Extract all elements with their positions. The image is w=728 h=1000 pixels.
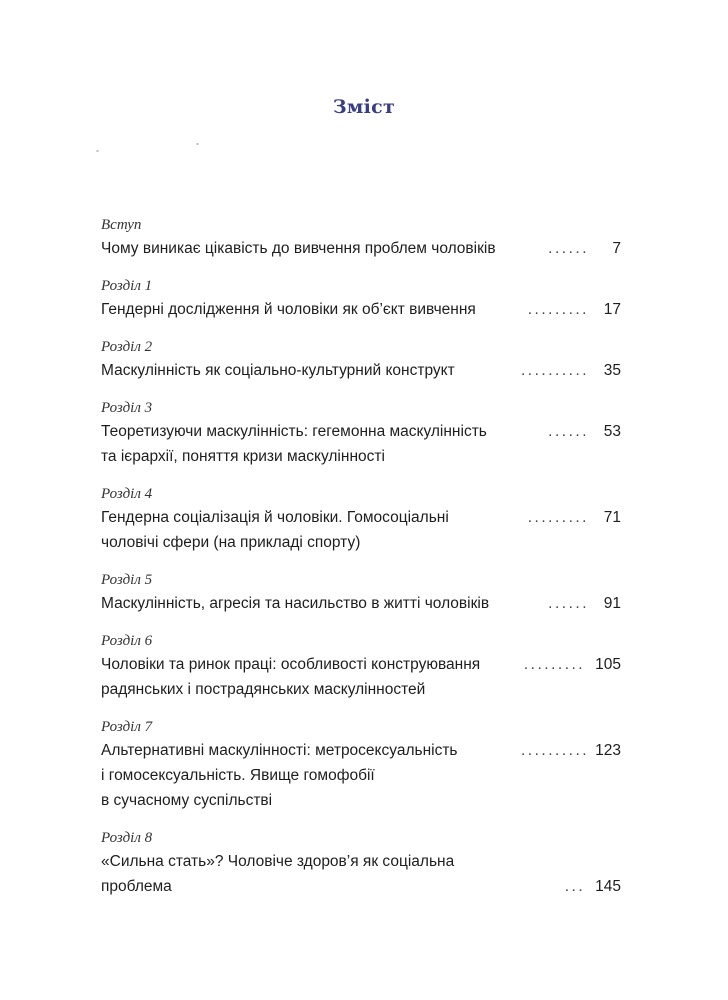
toc-leader-dots: ... [564,878,586,895]
toc-page-number: 17 [603,301,621,318]
toc-leader-dots: ......... [527,509,589,526]
toc-title-line: і гомосексуальність. Явище гомофобії [101,767,375,784]
toc-title-line: та ієрархії, поняття кризи маскулінності [101,448,385,465]
toc-page-number: 35 [603,362,621,379]
toc-entry [101,569,621,616]
toc-page-number: 7 [612,240,621,257]
toc-chapter-title [101,358,521,383]
toc-chapter-title [101,591,521,616]
toc-leader-dots: ...... [548,240,589,257]
toc-entry [101,716,621,813]
toc-row [101,297,621,322]
toc-title-line: Альтернативні маскулінності: метросексуальність [101,742,458,759]
toc-chapter-title [101,297,521,322]
paper-speck [196,143,199,145]
toc-chapter-title [101,849,521,899]
toc-section-label: Розділ 5 [101,572,153,588]
toc-chapter-title [101,505,521,555]
toc-row [101,849,621,899]
toc-title-line: радянських і пострадянських маскулінностей [101,681,426,698]
toc-title-line: Чому виникає цікавість до вивчення проблем чоловіків [101,240,496,257]
toc-row [101,505,621,555]
page-title: Зміст [332,96,396,118]
toc-entry [101,275,621,322]
toc-title-line: Теоретизуючи маскулінність: гегемонна маскулінність [101,423,487,440]
toc-title-line: в сучасному суспільстві [101,792,273,809]
toc-entry [101,397,621,469]
toc-leader-dots: .......... [521,742,590,759]
toc-page-number: 123 [595,742,621,759]
toc-section-label: Розділ 6 [101,633,153,649]
paper-speck [96,150,99,152]
toc-row [101,358,621,383]
toc-page-number: 91 [603,595,621,612]
toc-leader-dots: ...... [548,423,589,440]
toc-title-line: Маскулінність, агресія та насильство в житті чоловіків [101,595,490,612]
toc-section-label: Розділ 4 [101,486,153,502]
toc-title-line: «Сильна стать»? Чоловіче здоров’я як соціальна проблема [101,853,455,895]
toc-section-label: Розділ 7 [101,719,153,735]
toc-entry [101,827,621,899]
toc-chapter-title [101,236,521,261]
toc-title-line: Маскулінність як соціально-культурний конструкт [101,362,455,379]
toc-leader-dots: .......... [521,362,590,379]
toc-section-label: Розділ 2 [101,339,153,355]
toc-page-number: 53 [603,423,621,440]
toc-leader-dots: ......... [527,301,589,318]
toc-row [101,419,621,469]
toc-leader-dots: ......... [523,656,586,673]
toc-title-line: Чоловіки та ринок праці: особливості конструювання [101,656,481,673]
toc-page-number: 105 [595,656,621,673]
toc-entry [101,630,621,702]
toc-section-label: Розділ 3 [101,400,153,416]
toc-row [101,738,621,813]
toc-chapter-title [101,652,521,702]
toc-entry [101,336,621,383]
toc-section-label: Розділ 8 [101,830,153,846]
toc-row [101,591,621,616]
toc-chapter-title [101,419,521,469]
toc-chapter-title [101,738,521,813]
toc-title-line: чоловічі сфери (на прикладі спорту) [101,534,361,551]
toc-section-label: Вступ [101,217,142,233]
table-of-contents [101,214,621,913]
toc-row [101,236,621,261]
toc-entry [101,214,621,261]
toc-title-line: Гендерні дослідження й чоловіки як об’єкт вивчення [101,301,476,318]
toc-entry [101,483,621,555]
toc-page-number: 71 [603,509,621,526]
toc-leader-dots: ...... [548,595,589,612]
toc-page-number: 145 [595,878,621,895]
toc-title-line: Гендерна соціалізація й чоловіки. Гомосоціальні [101,509,449,526]
toc-row [101,652,621,702]
toc-section-label: Розділ 1 [101,278,153,294]
